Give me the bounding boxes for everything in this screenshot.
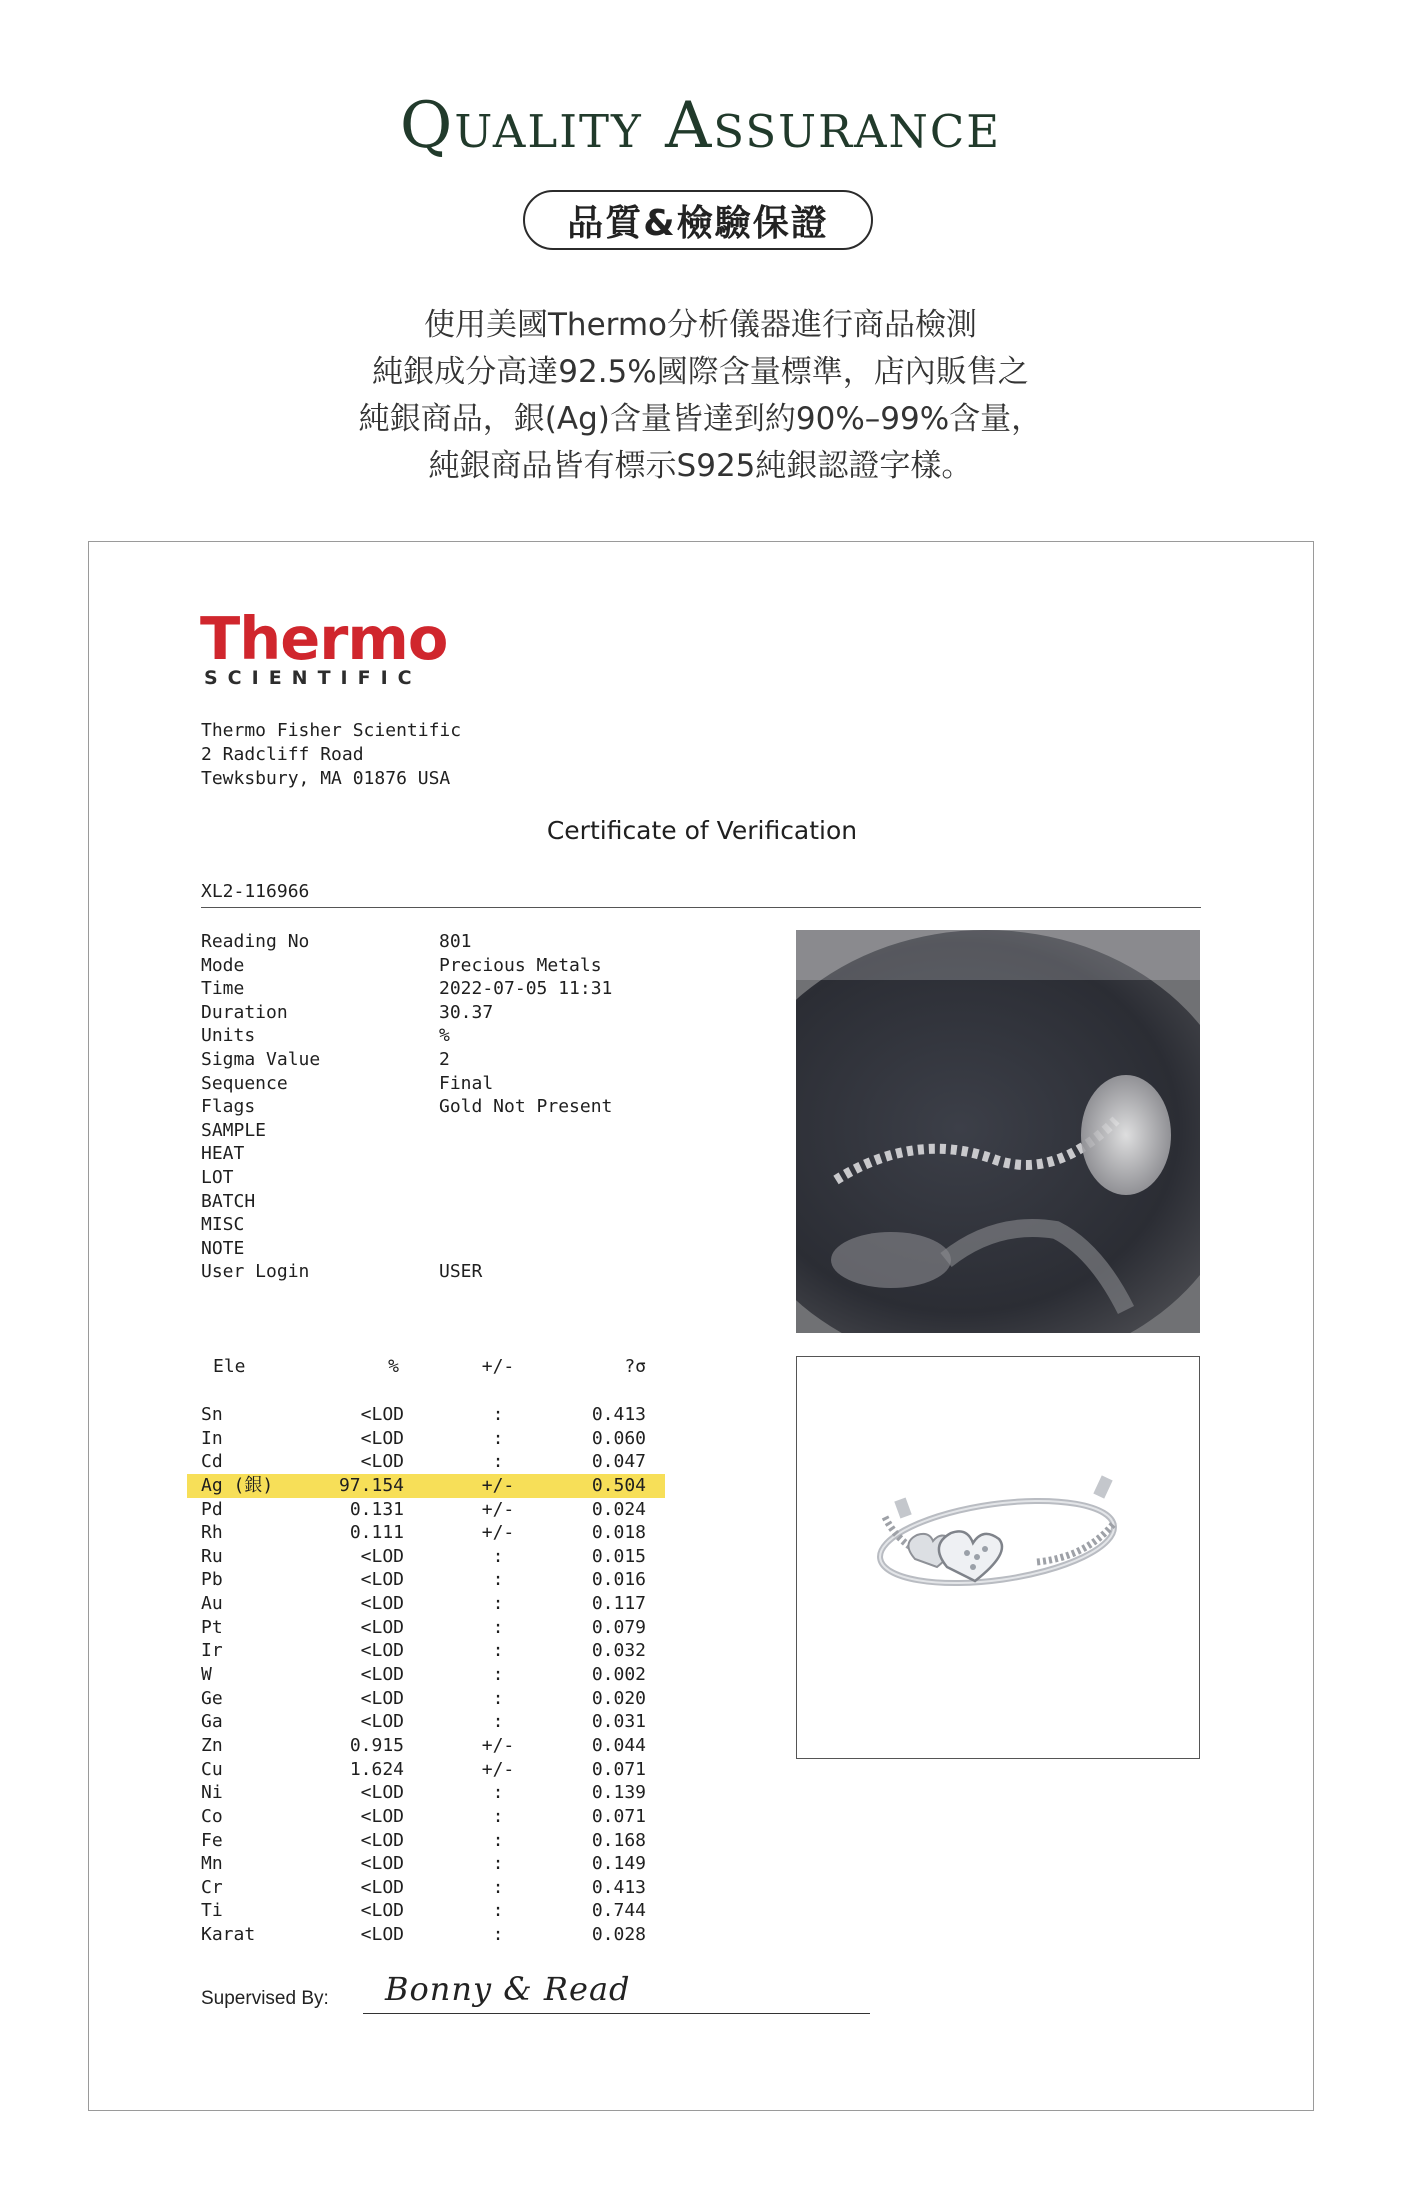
element-percent: <LOD <box>360 1924 404 1946</box>
info-row <box>201 954 651 978</box>
info-label: Time <box>201 978 245 1000</box>
element-percent: <LOD <box>360 1805 404 1827</box>
element-percent: 1.624 <box>349 1758 404 1780</box>
element-sigma: 0.139 <box>591 1782 646 1804</box>
element-percent: <LOD <box>360 1829 404 1851</box>
element-percent: <LOD <box>360 1545 404 1567</box>
element-plusminus: : <box>492 1829 504 1851</box>
element-percent: <LOD <box>360 1853 404 1875</box>
info-label: User Login <box>201 1261 310 1283</box>
page-title: Quality Assurance <box>399 89 1002 163</box>
table-row <box>201 1568 661 1592</box>
table-row <box>201 1829 661 1853</box>
element-plusminus: : <box>492 1687 504 1709</box>
element-symbol: Ag (銀) <box>201 1474 274 1496</box>
table-row <box>201 1521 661 1545</box>
address-line: Tewksbury, MA 01876 USA <box>201 768 451 789</box>
element-symbol: Zn <box>201 1734 223 1756</box>
address-block <box>201 719 461 791</box>
element-plusminus: : <box>492 1900 504 1922</box>
info-value: USER <box>439 1261 483 1283</box>
table-row <box>201 1734 661 1758</box>
info-row <box>201 1142 651 1166</box>
info-row <box>201 1260 651 1284</box>
intro-line: 使用美國Thermo分析儀器進行商品檢測 <box>423 307 978 343</box>
table-row <box>201 1450 661 1474</box>
divider <box>201 907 1201 908</box>
table-row <box>201 1616 661 1640</box>
table-header <box>201 1355 661 1379</box>
element-symbol: Fe <box>201 1829 223 1851</box>
table-row <box>201 1899 661 1923</box>
info-label: HEAT <box>201 1143 245 1165</box>
element-percent: 0.131 <box>349 1498 404 1520</box>
element-plusminus: : <box>492 1451 504 1473</box>
info-row <box>201 1119 651 1143</box>
element-sigma: 0.071 <box>591 1758 646 1780</box>
table-row <box>201 1876 661 1900</box>
element-sigma: 0.060 <box>591 1427 646 1449</box>
info-label: Mode <box>201 954 245 976</box>
info-row <box>201 930 651 954</box>
element-plusminus: : <box>492 1924 504 1946</box>
table-row <box>201 1498 661 1522</box>
element-plusminus: +/- <box>481 1498 515 1520</box>
element-symbol: Ga <box>201 1711 223 1733</box>
table-row <box>201 1710 661 1734</box>
element-sigma: 0.071 <box>591 1805 646 1827</box>
element-plusminus: : <box>492 1853 504 1875</box>
table-spacer <box>201 1379 661 1403</box>
table-row <box>201 1852 661 1876</box>
info-row <box>201 977 651 1001</box>
info-label: SAMPLE <box>201 1119 267 1141</box>
element-percent: <LOD <box>360 1569 404 1591</box>
info-row <box>201 1213 651 1237</box>
element-percent: <LOD <box>360 1687 404 1709</box>
element-plusminus: : <box>492 1593 504 1615</box>
element-symbol: Rh <box>201 1522 223 1544</box>
element-percent: <LOD <box>360 1616 404 1638</box>
element-symbol: In <box>201 1427 223 1449</box>
element-plusminus: : <box>492 1664 504 1686</box>
element-sigma: 0.016 <box>591 1569 646 1591</box>
info-row <box>201 1190 651 1214</box>
element-percent: <LOD <box>360 1876 404 1898</box>
header-sigma: ?σ <box>624 1356 646 1377</box>
element-plusminus: : <box>492 1640 504 1662</box>
element-table <box>201 1355 661 1947</box>
thermo-logo: Thermo <box>200 604 448 673</box>
element-plusminus: : <box>492 1805 504 1827</box>
info-value: Gold Not Present <box>439 1096 613 1118</box>
table-row-highlighted <box>201 1474 661 1498</box>
element-symbol: Pd <box>201 1498 223 1520</box>
address-line: Thermo Fisher Scientific <box>201 720 462 741</box>
element-symbol: Mn <box>201 1853 223 1875</box>
address-line: 2 Radcliff Road <box>201 744 364 765</box>
info-label: MISC <box>201 1214 245 1236</box>
element-percent: <LOD <box>360 1593 404 1615</box>
info-label: Sequence <box>201 1072 288 1094</box>
element-sigma: 0.168 <box>591 1829 646 1851</box>
intro-text <box>0 302 1401 490</box>
table-row <box>201 1781 661 1805</box>
element-sigma: 0.044 <box>591 1734 646 1756</box>
element-sigma: 0.413 <box>591 1876 646 1898</box>
quality-badge: 品質&檢驗保證 <box>523 190 873 250</box>
supervised-label: Supervised By: <box>201 1988 329 2009</box>
reading-info <box>201 930 651 1284</box>
element-sigma: 0.744 <box>591 1900 646 1922</box>
element-percent: 97.154 <box>338 1474 404 1496</box>
sample-photo-image <box>796 930 1200 1333</box>
element-percent: <LOD <box>360 1404 404 1425</box>
element-symbol: Ni <box>201 1782 223 1804</box>
element-plusminus: +/- <box>481 1734 515 1756</box>
info-label: NOTE <box>201 1237 245 1259</box>
info-value: 30.37 <box>439 1001 494 1023</box>
element-plusminus: +/- <box>481 1758 515 1780</box>
element-percent: <LOD <box>360 1782 404 1804</box>
element-sigma: 0.117 <box>591 1593 646 1615</box>
table-row <box>201 1687 661 1711</box>
element-symbol: W <box>201 1664 212 1686</box>
element-percent: 0.111 <box>349 1522 404 1544</box>
info-row <box>201 1001 651 1025</box>
element-sigma: 0.015 <box>591 1545 646 1567</box>
table-row <box>201 1427 661 1451</box>
info-value: 801 <box>439 931 472 952</box>
element-plusminus: +/- <box>481 1522 515 1544</box>
element-plusminus: : <box>492 1427 504 1449</box>
element-symbol: Ir <box>201 1640 223 1662</box>
thermo-logo-sub: SCIENTIFIC <box>204 667 422 689</box>
certificate <box>88 541 1314 2111</box>
table-row <box>201 1403 661 1427</box>
element-symbol: Cr <box>201 1876 223 1898</box>
info-row <box>201 1166 651 1190</box>
signature-line <box>363 2013 870 2014</box>
element-symbol: Ru <box>201 1545 223 1567</box>
ring-image <box>797 1357 1199 1758</box>
info-row <box>201 1048 651 1072</box>
info-value: 2022-07-05 11:31 <box>439 978 613 1000</box>
element-sigma: 0.504 <box>591 1474 646 1496</box>
element-symbol: Pb <box>201 1569 223 1591</box>
element-sigma: 0.020 <box>591 1687 646 1709</box>
element-percent: <LOD <box>360 1900 404 1922</box>
table-row <box>201 1545 661 1569</box>
element-sigma: 0.032 <box>591 1640 646 1662</box>
element-percent: 0.915 <box>349 1734 404 1756</box>
element-percent: <LOD <box>360 1427 404 1449</box>
element-sigma: 0.018 <box>591 1522 646 1544</box>
table-row <box>201 1758 661 1782</box>
element-symbol: Sn <box>201 1404 223 1425</box>
intro-line: 純銀商品，銀(Ag)含量皆達到約90%–99%含量， <box>358 401 1043 437</box>
info-label: Duration <box>201 1001 288 1023</box>
element-percent: <LOD <box>360 1711 404 1733</box>
header-ele: Ele <box>213 1356 246 1377</box>
info-row <box>201 1024 651 1048</box>
element-sigma: 0.002 <box>591 1664 646 1686</box>
intro-line: 純銀成分高達92.5%國際含量標準，店內販售之 <box>372 354 1029 390</box>
element-plusminus: : <box>492 1782 504 1804</box>
info-row <box>201 1237 651 1261</box>
element-symbol: Karat <box>201 1924 256 1946</box>
sample-photo <box>796 930 1200 1333</box>
table-row <box>201 1592 661 1616</box>
element-sigma: 0.149 <box>591 1853 646 1875</box>
element-plusminus: : <box>492 1569 504 1591</box>
info-row <box>201 1095 651 1119</box>
info-row <box>201 1072 651 1096</box>
element-percent: <LOD <box>360 1664 404 1686</box>
element-plusminus: : <box>492 1711 504 1733</box>
element-symbol: Co <box>201 1805 223 1827</box>
info-label: Sigma Value <box>201 1048 321 1070</box>
table-row <box>201 1663 661 1687</box>
element-sigma: 0.079 <box>591 1616 646 1638</box>
info-label: Units <box>201 1025 256 1047</box>
info-value: % <box>439 1025 450 1047</box>
element-percent: <LOD <box>360 1640 404 1662</box>
element-sigma: 0.024 <box>591 1498 646 1520</box>
element-percent: <LOD <box>360 1451 404 1473</box>
table-row <box>201 1639 661 1663</box>
table-row <box>201 1923 661 1947</box>
header-pct: % <box>388 1356 399 1377</box>
table-row <box>201 1805 661 1829</box>
element-sigma: 0.028 <box>591 1924 646 1946</box>
element-plusminus: +/- <box>481 1474 515 1496</box>
table-body <box>201 1403 661 1947</box>
element-symbol: Au <box>201 1593 223 1615</box>
element-sigma: 0.031 <box>591 1711 646 1733</box>
element-symbol: Pt <box>201 1616 223 1638</box>
serial-number: XL2-116966 <box>201 881 310 902</box>
ring-photo <box>796 1356 1200 1759</box>
element-plusminus: : <box>492 1616 504 1638</box>
intro-line: 純銀商品皆有標示S925純銀認證字樣。 <box>428 448 973 484</box>
signature: Bonny & Read <box>385 1970 631 2008</box>
header-pm: +/- <box>481 1356 515 1377</box>
element-symbol: Ti <box>201 1900 223 1922</box>
info-value: Final <box>439 1072 494 1094</box>
element-plusminus: : <box>492 1404 504 1425</box>
info-label: BATCH <box>201 1190 256 1212</box>
info-label: LOT <box>201 1166 234 1188</box>
element-plusminus: : <box>492 1876 504 1898</box>
element-sigma: 0.047 <box>591 1451 646 1473</box>
info-value: Precious Metals <box>439 954 602 976</box>
certificate-title: Certificate of Verification <box>546 816 858 845</box>
element-plusminus: : <box>492 1545 504 1567</box>
info-label: Reading No <box>201 931 310 952</box>
info-label: Flags <box>201 1096 256 1118</box>
element-symbol: Cd <box>201 1451 223 1473</box>
element-symbol: Cu <box>201 1758 223 1780</box>
element-sigma: 0.413 <box>591 1404 646 1425</box>
info-value: 2 <box>439 1048 450 1070</box>
element-symbol: Ge <box>201 1687 223 1709</box>
